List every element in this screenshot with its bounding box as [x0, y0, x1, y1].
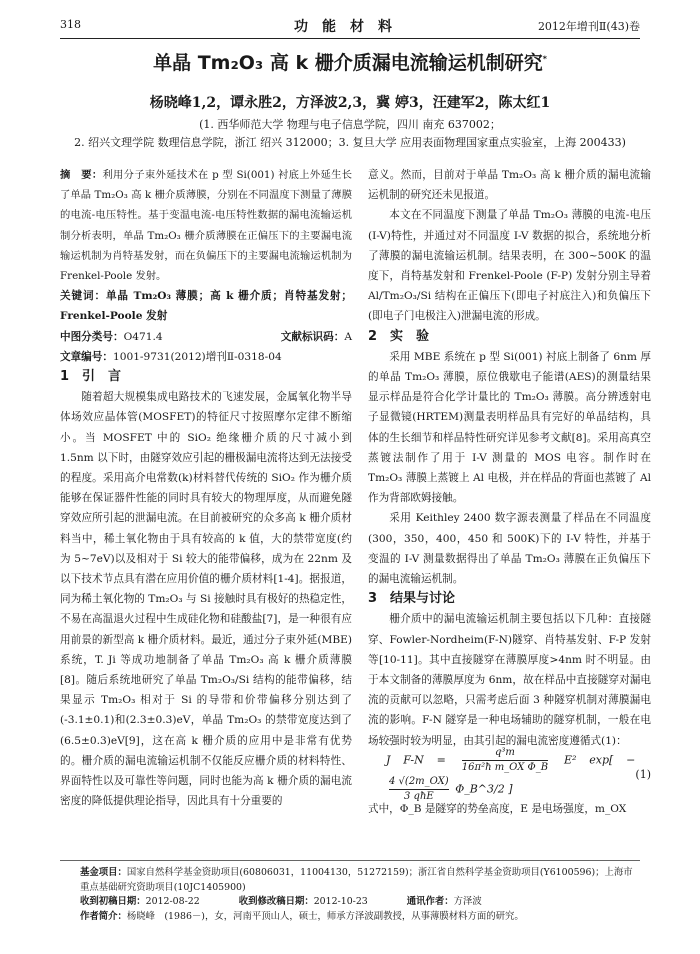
doc-code-label: 文献标识码：	[280, 330, 345, 343]
funding-text: 国家自然科学基金资助项目(60806031，11004130，51272159)；浙江省自然科学基金资助项目(Y6100596)；上海市重点基础研究资助项目(10JC1405900)	[80, 867, 633, 893]
paper-title-text: 单晶 Tm₂O₃ 高 k 栅介质漏电流输运机制研究	[153, 52, 543, 74]
equation-numerator: q³m	[494, 746, 515, 758]
author-list: 杨晓峰1,2，谭永胜2，方泽波2,3，冀 婷3，汪建军2，陈太红1	[149, 95, 551, 111]
issue-info: 2012年增刊Ⅱ(43)卷	[537, 20, 640, 33]
affiliation-2: 2. 绍兴文理学院 数理信息学院，浙江 绍兴 312000；3. 复旦大学 应用表面物理国家重点实验室，上海 200433)	[74, 136, 626, 149]
keywords-text: 单晶 Tm₂O₃ 薄膜；高 k 栅介质；肖特基发射；Frenkel-Poole 发射	[60, 290, 352, 323]
footnote	[80, 866, 640, 924]
title-footnote-mark: *	[542, 54, 547, 64]
equation-1	[368, 746, 651, 802]
received-label: 收到初稿日期：	[80, 896, 146, 907]
section-1-paragraph-2: 本文在不同温度下测量了单晶 Tm₂O₃ 薄膜的电流-电压(I-V)特性，并通过对不同温度 I-V 数据的拟合，系统地分析了薄膜的漏电流输运机制。结果表明，在 300~500K 的温度下，肖特基发射和 Frenkel-Poole (F-P) 发射分别主导着 Al/Tm₂O₃/Si 结构在正偏压下(即电子衬底注入)和负偏压下(即电子门电极注入)泄漏电流的形成。	[368, 209, 651, 323]
equation-lhs: J F-N =	[386, 753, 446, 767]
running-header	[60, 16, 640, 36]
left-column	[60, 165, 352, 812]
right-column	[368, 165, 651, 819]
equation-exp: E² exp[ −	[563, 753, 636, 767]
keywords	[60, 286, 352, 326]
section-3-paragraph-2: 式中，Φ_B 是隧穿的势垒高度，E 是电场强度，m_OX	[368, 802, 627, 815]
equation-fraction-1	[462, 746, 548, 775]
author-bio-line	[80, 910, 640, 925]
section-1-heading: 1 引 言	[60, 369, 122, 385]
section-2-paragraph-1: 采用 MBE 系统在 p 型 Si(001) 衬底上制备了 6nm 厚的单晶 Tm₂O₃ 薄膜，原位俄歇电子能谱(AES)的测量结果显示样品是符合化学计量比的 Tm₂O₃ 薄膜。高分辨透射电子显微镜(HRTEM)测量表明样品具有完好的单晶结构，具体的生长细节和样品特性研究详见参考文献[8]。采用高真空蒸镀法制作了用于 I-V 测量的 MOS 电容。制作时在 Tm₂O₃ 薄膜上蒸镀上 Al 电极，并在样品的背面也蒸镀了 Al 作为背部欧姆接触。	[368, 350, 651, 505]
section-1-paragraph-1: 随着超大规模集成电路技术的飞速发展，金属氧化物半导体场效应晶体管(MOSFET)的特征尺寸按照摩尔定律不断缩小。当 MOSFET 中的 SiO₂ 绝缘栅介质的尺寸减小到 1.5nm 以下时，由隧穿效应引起的栅极漏电流将达到无法接受的程度。采用高介电常数(k)材料替代传统的 SiO₂ 作为栅介质能够在保证器件性能的同时具有较大的物理厚度，从而避免隧穿效应所引起的泄漏电流。在目前被研究的众多高 k 栅介质材料当中，稀土氧化物由于具有较高的 k 值，大的禁带宽度(约为 5~7eV)以及相对于 Si 较大的能带偏移，成为在 22nm 及以下技术节点具有潜在应用价值的栅介质材料[1-4]。据报道，同为稀土氧化物的 Tm₂O₃ 与 Si 接触时具有极好的热稳定性，不易在高温退火过程中生成硅化物和硅酸盐[7]，是一种很有应用前景的新型高 k 栅介质材料。最近，通过分子束外延(MBE)系统，T. Ji 等成功地制备了单晶 Tm₂O₃ 高 k 栅介质薄膜[8]。随后系统地研究了单晶 Tm₂O₃/Si 结构的能带偏移，结果显示 Tm₂O₃ 相对于 Si 的导带和价带偏移分别达到了(-3.1±0.1)和(2.3±0.3)eV，单晶 Tm₂O₃ 的禁带宽度达到了(6.5±0.3)eV[9]，这在高 k 栅介质的应用中是非常有优势的。栅介质的漏电流输运机制不仅能反应栅介质的材料特性、界面特性以及可靠性等问题，同时也能为高 k 栅介质的漏电流密度的降低提供理论指导，因此具有十分重要的	[60, 391, 352, 808]
dates-line	[80, 895, 640, 910]
page-number: 318	[60, 18, 81, 31]
keywords-label: 关键词：	[60, 290, 106, 303]
article-number	[60, 347, 352, 367]
revised-date: 2012-10-23	[313, 896, 368, 907]
abstract	[60, 165, 352, 286]
section-3-heading: 3 结果与讨论	[368, 591, 456, 607]
section-2-paragraph-2: 采用 Keithley 2400 数字源表测量了样品在不同温度(300，350，400，450 和 500K)下的 I-V 特性，并基于变温的 I-V 测量数据得出了单晶 Tm₂O₃ 薄膜在正负偏压下的漏电流输运机制。	[368, 512, 651, 586]
funding-line	[80, 866, 640, 895]
revised-label: 收到修改稿日期：	[238, 896, 314, 907]
article-number-value: 1001-9731(2012)增刊Ⅱ-0318-04	[112, 350, 282, 363]
abstract-label: 摘 要：	[60, 169, 103, 181]
clc-code: O471.4	[123, 330, 163, 343]
footnote-rule	[60, 860, 640, 861]
corresponding-author: 方泽波	[453, 896, 482, 907]
equation-tail: Φ_B^3/2 ]	[455, 782, 513, 796]
affiliation-1: (1. 西华师范大学 物理与电子信息学院，四川 南充 637002；	[199, 118, 501, 131]
paper-title	[60, 48, 640, 75]
doc-code: A	[344, 330, 352, 343]
corresponding-label: 通讯作者：	[406, 896, 454, 907]
clc-label: 中图分类号：	[60, 330, 124, 343]
abstract-text: 利用分子束外延技术在 p 型 Si(001) 衬底上外延生长了单晶 Tm₂O₃ 高 k 栅介质薄膜，分别在不同温度下测量了薄膜的电流-电压特性。基于变温电流-电压特性数据的漏电流输运机制分析表明，单晶 Tm₂O₃ 栅介质薄膜在正偏压下的主要漏电流输运机制为肖特基发射，而在负偏压下的主要漏电流输运机制为 Frenkel-Poole 发射。	[60, 169, 353, 283]
equation-denominator-2: 3 qħE	[389, 789, 449, 804]
journal-name: 功能材料	[294, 19, 406, 35]
funding-label: 基金项目：	[80, 867, 127, 878]
equation-numerator-2: 4 √(2m_OX)	[389, 775, 449, 787]
article-number-label: 文章编号：	[60, 350, 113, 363]
section-2-heading: 2 实 验	[368, 328, 430, 344]
author-bio: 杨晓峰 (1986－)，女，河南平顶山人，硕士，师承方泽波副教授，从事薄膜材料方面的研究。	[126, 910, 524, 922]
section-1-paragraph-1-continued: 意义。然而，目前对于单晶 Tm₂O₃ 高 k 栅介质的漏电流输运机制的研究还未见报道。	[368, 169, 651, 202]
equation-denominator: 16π²ħ m_OX Φ_B	[461, 761, 549, 773]
equation-number: (1)	[635, 767, 651, 781]
received-date: 2012-08-22	[145, 896, 200, 907]
header-rule	[60, 38, 640, 39]
author-bio-label: 作者简介：	[80, 910, 127, 922]
section-3-paragraph-1: 栅介质中的漏电流输运机制主要包括以下几种：直接隧穿、Fowler-Nordheim(F-N)隧穿、肖特基发射、F-P 发射等[10-11]。其中直接隧穿在薄膜厚度>4nm 时不明显。由于本文制备的薄膜厚度为 6nm，故在样品中直接隧穿对漏电流的贡献可以忽略，只需考虑后面 3 种隧穿机制对薄膜漏电流的影响。F-N 隧穿是一种电场辅助的隧穿机制，一般在电场较强时较为明显，由其引起的漏电流密度遵循式(1)：	[368, 613, 651, 747]
classification-line	[60, 327, 352, 347]
